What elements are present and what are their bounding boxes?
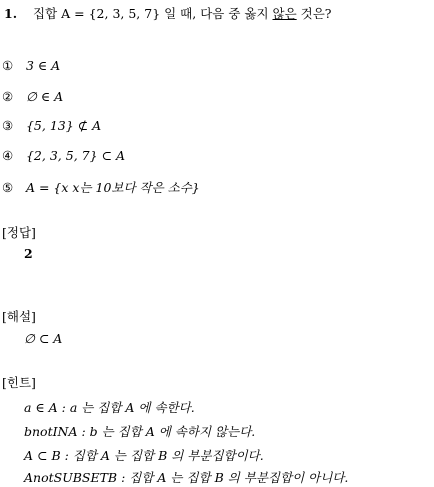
answer-value: 2	[24, 246, 33, 261]
option-marker: ②	[2, 89, 14, 104]
option-marker: ③	[2, 118, 14, 133]
option-marker: ⑤	[2, 180, 14, 195]
hint-line-3: A ⊂ B : 집합 A 는 집합 B 의 부분집합이다.	[24, 448, 264, 463]
question-text-end: 것은?	[296, 6, 332, 21]
option-4[interactable]	[2, 148, 125, 163]
explanation-label: [해설]	[2, 309, 36, 324]
option-1[interactable]	[2, 58, 60, 73]
option-text: ∅ ∈ A	[25, 89, 64, 104]
hint-line-4: AnotSUBSETB : 집합 A 는 집합 B 의 부분집합이 아니다.	[24, 470, 349, 485]
option-text: A = {x x는 10보다 작은 소수}	[25, 180, 200, 195]
answer-label: [정답]	[2, 225, 36, 240]
option-marker: ①	[2, 58, 14, 73]
option-2[interactable]	[2, 89, 63, 104]
option-text: 3 ∈ A	[25, 58, 61, 73]
question-underlined-word: 않은	[272, 6, 297, 21]
explanation-text: ∅ ⊂ A	[24, 331, 63, 346]
option-marker: ④	[2, 148, 14, 163]
option-3[interactable]	[2, 118, 101, 133]
option-text: {5, 13} ⊄ A	[25, 118, 102, 133]
question-number: 1.	[4, 6, 18, 21]
question-line	[4, 4, 331, 22]
hint-label: [힌트]	[2, 375, 36, 390]
hint-line-2: bnotINA : b 는 집합 A 에 속하지 않는다.	[24, 424, 256, 439]
hint-line-1: a ∈ A : a 는 집합 A 에 속한다.	[24, 400, 195, 415]
option-5[interactable]	[2, 178, 200, 196]
question-text: 집합 A = {2, 3, 5, 7} 일 때, 다음 중 옳지	[33, 6, 273, 21]
option-text: {2, 3, 5, 7} ⊂ A	[25, 148, 125, 163]
